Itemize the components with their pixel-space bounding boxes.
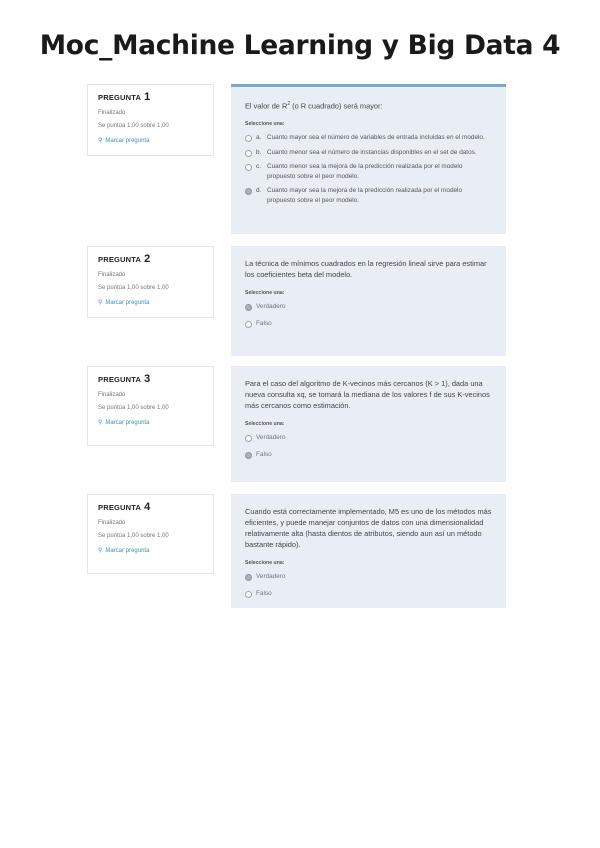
flag-question-label: Marcar pregunta bbox=[105, 300, 150, 306]
question-card-4 bbox=[231, 494, 506, 608]
question-label: PREGUNTA bbox=[98, 503, 142, 512]
question-score: Se puntúa 1,00 sobre 1,00 bbox=[98, 285, 169, 291]
question-text bbox=[245, 99, 492, 111]
option-text: Cuanto mayor sea el número de variables de entrada incluidas en el modelo. bbox=[267, 134, 485, 142]
question-status: Finalizado bbox=[98, 272, 126, 278]
question-label: PREGUNTA bbox=[98, 93, 142, 102]
option-text: Cuanto menor sea el número de instancias disponibles en el set de datos. bbox=[267, 148, 477, 156]
question-text-part: (o R cuadrado) será mayor: bbox=[290, 101, 383, 111]
option-text: Falso bbox=[256, 450, 272, 458]
answer-option-d[interactable] bbox=[245, 186, 492, 205]
radio-button[interactable] bbox=[245, 188, 252, 195]
superscript: 2 bbox=[287, 101, 291, 107]
question-card-1 bbox=[231, 84, 506, 234]
question-info-4 bbox=[87, 494, 214, 574]
question-number: 4 bbox=[144, 501, 151, 513]
question-status: Finalizado bbox=[98, 392, 126, 398]
question-heading bbox=[98, 253, 203, 265]
question-info-3 bbox=[87, 366, 214, 446]
question-score: Se puntúa 1,00 sobre 1,00 bbox=[98, 533, 169, 539]
radio-button[interactable] bbox=[245, 452, 252, 459]
radio-button[interactable] bbox=[245, 304, 252, 311]
option-text: Verdadero bbox=[256, 303, 286, 310]
page-title: Moc_Machine Learning y Big Data 4 bbox=[39, 30, 561, 61]
flag-question-link[interactable] bbox=[98, 419, 203, 426]
option-text: Verdadero bbox=[256, 434, 286, 441]
option-text: Verdadero bbox=[256, 573, 286, 580]
question-number: 1 bbox=[144, 91, 151, 103]
radio-button[interactable] bbox=[245, 150, 252, 157]
question-info-1 bbox=[87, 84, 214, 156]
select-label: Seleccione una: bbox=[245, 290, 285, 296]
answer-option-false[interactable] bbox=[245, 589, 492, 599]
radio-button[interactable] bbox=[245, 164, 252, 171]
question-number: 3 bbox=[144, 373, 151, 385]
flag-question-link[interactable] bbox=[98, 137, 203, 144]
answer-option-true[interactable] bbox=[245, 302, 492, 312]
option-letter: a. bbox=[256, 134, 262, 142]
question-card-2 bbox=[231, 246, 506, 356]
flag-icon: ⚲ bbox=[98, 300, 103, 306]
question-label: PREGUNTA bbox=[98, 255, 142, 264]
answer-option-false[interactable] bbox=[245, 319, 492, 329]
answer-option-true[interactable] bbox=[245, 433, 492, 443]
option-text: Falso bbox=[256, 319, 272, 327]
answer-option-true[interactable] bbox=[245, 572, 492, 582]
flag-question-label: Marcar pregunta bbox=[105, 420, 150, 426]
select-label: Seleccione una: bbox=[245, 121, 285, 128]
radio-button[interactable] bbox=[245, 135, 252, 142]
flag-icon: ⚲ bbox=[98, 138, 103, 144]
flag-icon: ⚲ bbox=[98, 548, 103, 554]
question-card-3 bbox=[231, 366, 506, 482]
question-text-part: El valor de R bbox=[245, 101, 288, 111]
flag-question-link[interactable] bbox=[98, 299, 203, 306]
question-number: 2 bbox=[144, 253, 151, 265]
radio-button[interactable] bbox=[245, 321, 252, 328]
radio-button[interactable] bbox=[245, 435, 252, 442]
option-text: Cuanto menor sea la mejora de la predicción realizada por el modelo propuesto sobre el peor modelo. bbox=[267, 163, 463, 180]
flag-icon: ⚲ bbox=[98, 420, 103, 426]
answer-option-c[interactable] bbox=[245, 162, 492, 181]
answer-option-a[interactable] bbox=[245, 133, 492, 143]
answer-option-false[interactable] bbox=[245, 450, 492, 460]
select-label: Seleccione una: bbox=[245, 560, 285, 566]
flag-question-link[interactable] bbox=[98, 547, 203, 554]
question-score: Se puntúa 1,00 sobre 1,00 bbox=[98, 405, 169, 411]
flag-question-label: Marcar pregunta bbox=[105, 138, 150, 144]
question-heading bbox=[98, 373, 203, 385]
select-label: Seleccione una: bbox=[245, 421, 285, 427]
option-letter: b. bbox=[256, 148, 262, 156]
question-info-2 bbox=[87, 246, 214, 318]
flag-question-label: Marcar pregunta bbox=[105, 548, 150, 554]
option-letter: d. bbox=[256, 187, 262, 195]
question-status: Finalizado bbox=[98, 520, 126, 526]
question-label: PREGUNTA bbox=[98, 375, 142, 384]
question-score: Se puntúa 1,00 sobre 1,00 bbox=[98, 123, 169, 129]
question-status: Finalizado bbox=[98, 110, 126, 116]
question-text: La técnica de mínimos cuadrados en la regresión lineal sirve para estimar los coeficientes beta del modelo. bbox=[245, 259, 487, 279]
option-text: Cuanto mayor sea la mejora de la predicción realizada por el modelo propuesto sobre el peor modelo. bbox=[267, 187, 463, 204]
radio-button[interactable] bbox=[245, 574, 252, 581]
question-text: Cuando está correctamente implementado, M5 es uno de los métodos más eficientes, y puede manejar conjuntos de datos con una dimensionalidad relativamente alta (hasta dientos de atributos, siendo aun así un método bastante rápido). bbox=[245, 507, 492, 549]
answer-option-b[interactable] bbox=[245, 148, 492, 158]
question-text: Para el caso del algoritmo de K-vecinos más cercanos (K > 1), dada una nueva consulta xq, se tomará la mediana de los valores f de sus K-vecinos más cercanos como estimación. bbox=[245, 379, 490, 410]
radio-button[interactable] bbox=[245, 591, 252, 598]
option-text: Falso bbox=[256, 589, 272, 597]
question-heading bbox=[98, 91, 203, 103]
question-heading bbox=[98, 501, 203, 513]
option-letter: c. bbox=[256, 163, 261, 171]
